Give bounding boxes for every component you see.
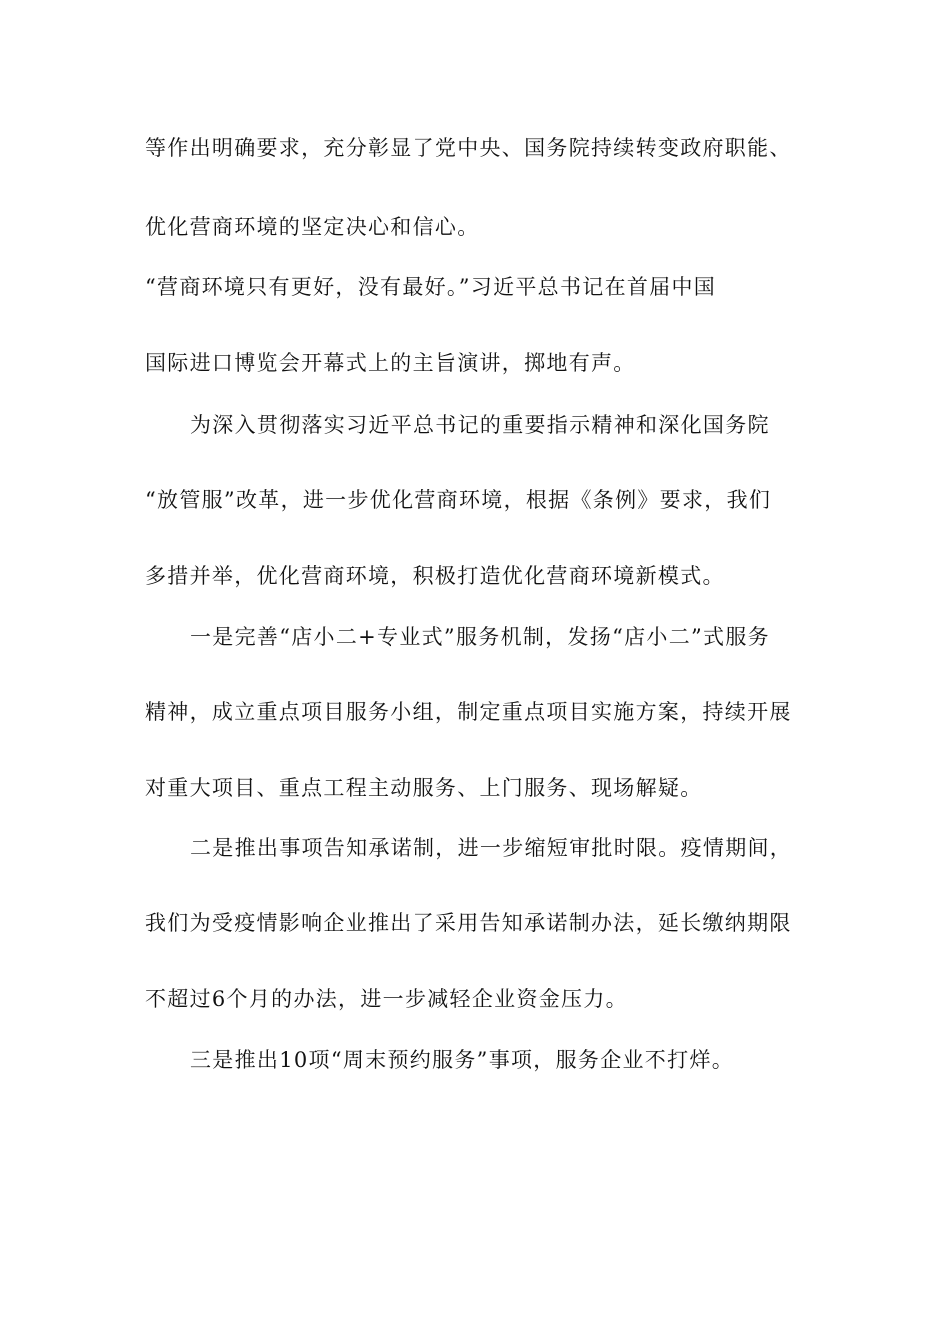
paragraph-line: 三是推出10项“周末预约服务”事项，服务企业不打烊。 (190, 1048, 734, 1072)
paragraph-line: “放管服”改革，进一步优化营商环境，根据《条例》要求，我们 (145, 488, 772, 512)
paragraph-line: 等作出明确要求，充分彰显了党中央、国务院持续转变政府职能、 (145, 136, 792, 160)
paragraph-line: 一是完善“店小二+专业式”服务机制，发扬“店小二”式服务 (190, 625, 770, 649)
paragraph-line: 精神，成立重点项目服务小组，制定重点项目实施方案，持续开展 (145, 700, 792, 724)
paragraph-line: 我们为受疫情影响企业推出了采用告知承诺制办法，延长缴纳期限 (145, 911, 792, 935)
paragraph-line: 对重大项目、重点工程主动服务、上门服务、现场解疑。 (145, 776, 703, 800)
paragraph-line: 多措并举，优化营商环境，积极打造优化营商环境新模式。 (145, 564, 725, 588)
paragraph-line: 国际进口博览会开幕式上的主旨演讲，掷地有声。 (145, 351, 636, 375)
paragraph-line: 优化营商环境的坚定决心和信心。 (145, 215, 480, 239)
paragraph-line: “营商环境只有更好，没有最好。”习近平总书记在首届中国 (145, 275, 717, 299)
paragraph-line: 不超过6个月的办法，进一步减轻企业资金压力。 (145, 987, 628, 1011)
paragraph-line: 二是推出事项告知承诺制，进一步缩短审批时限。疫情期间， (190, 836, 793, 860)
paragraph-line: 为深入贯彻落实习近平总书记的重要指示精神和深化国务院 (190, 413, 770, 437)
